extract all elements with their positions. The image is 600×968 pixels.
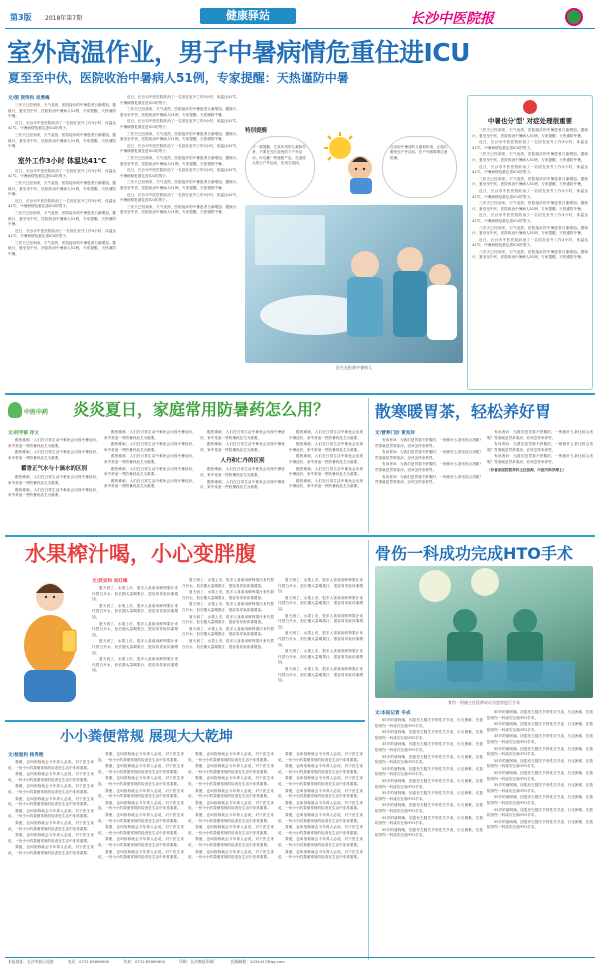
hto-byline: 文/本报记者 冬成 (375, 711, 411, 716)
medicine-headline: 炎炎夏日，家庭常用防暑药怎么用？ (73, 400, 330, 419)
hto-headline: 骨伤一科成功完成HTO手术 (375, 544, 573, 563)
thermometer-icon (523, 100, 537, 114)
sidebar-paragraph: 三伏天已经到来，天气炎热，医院接诊的中暑患者日渐增加。据统计，夏至至中伏，医院收治中暑病人51例，专家提醒，天热谨防中暑。 近日，长沙市中医医院收治了一名因在室外工作3小时，体温达41℃，中暑病情危重住进ICU的男子。 三伏天已经到来，天气炎热，医院接诊的中暑患者日渐增加。据统计，夏至至中伏，医院收治中暑病人51例，专家提醒，天热谨防中暑。 近日，长沙市中医医院收治了一名因在室外工作3小时，体温达41℃，中暑病情危重住进ICU的男子。 三伏天已经到来，天气炎热，医院接诊的中暑患者日渐增加。据统计，夏至至中伏，医院收治中暑病人51例，专家提醒，天热谨防中暑。 近日，长沙市中医医院收治了一名因在室外工作3小时，体温达41℃，中暑病情危重住进ICU的男子。 三伏天已经到来，天气炎热，医院接诊的中暑患者日渐增加。据统计，夏至至中伏，医院收治中暑病人51例，专家提醒，天热谨防中暑。 近日，长沙市中医医院收治了一名因在室外工作3小时，体温达41℃，中暑病情危重住进ICU的男子。 三伏天已经到来，天气炎热，医院接诊的中暑患者日渐增加。据统计，夏至至中伏，医院收治中暑病人51例，专家提醒，天热谨防中暑。 近日，长沙市中医医院收治了一名因在室外工作3小时，体温达41℃，中暑病情危重住进ICU的男子。 三伏天已经到来，天气炎热，医院接诊的中暑患者日渐增加。据统计，夏至至中伏，医院收治中暑病人51例，专家提醒，天热谨防中暑。 (472, 128, 588, 260)
medicine-column-2: 酷热难耐，人们在日常生活中难免会出现中暑症状，家中常备一些防暑药品尤为重要。 酷热难耐，人们在日常生活中难免会出现中暑症状，家中常备一些防暑药品尤为重要。 酷热难耐，人们在日常生活中难免会出现中暑症状，家中常备一些防暑药品尤为重要。 酷热难耐，人们在日常生活中难免会出现中暑症状，家中常备一些防暑药品尤为重要。 酷热难耐，人们在日常生活中难免会出现中暑症状，家中常备一些防暑药品尤为重要。 (104, 430, 196, 489)
stomach-tea-column-1: 文/营养门诊 贺兆玲 有读者问：为我们是胃寒不舒服时，一般都什么茶比较合适呢？胃寒就是胃常寒凉，应该怎样来养胃。 有读者问：为我们是胃寒不舒服时，一般都什么茶比较合适呢？胃寒就是胃常寒凉，应该怎样来养胃。 有读者问：为我们是胃寒不舒服时，一般都什么茶比较合适呢？胃寒就是胃常寒凉，应该怎样来养胃。 有读者问：为我们是胃寒不舒服时，一般都什么茶比较合适呢？胃寒就是胃常寒凉，应该怎样来养胃。 (375, 431, 483, 485)
surgery-photo (375, 566, 593, 698)
stomach-tea-source: （作者系医院营养科主任医师，中医内科学博士） (487, 467, 567, 472)
section-banner: 健康驿站 (200, 8, 296, 24)
reminder-bubble-2: 在出现中暑前的儿童和伤者，让他们避免在户外活动，在户外做事要注意防暑。 (382, 136, 457, 198)
lead-paragraph: 三伏天已经到来，天气炎热，医院接诊的中暑患者日渐增加。据统计，夏至至中伏，医院收治中暑病人51例，专家提醒，天热谨防中暑。 近日，长沙市中医医院收治了一名因在室外工作3小时，体温达41℃，中暑病情危重住进ICU的男子。 三伏天已经到来，天气炎热，医院接诊的中暑患者日渐增加。据统计，夏至至中伏，医院收治中暑病人51例，专家提醒，天热谨防中暑。 (8, 103, 116, 149)
stomach-tea-column-2: 有读者问：为我们是胃寒不舒服时，一般都什么茶比较合适呢？胃寒就是胃常寒凉，应该怎样来养胃。 有读者问：为我们是胃寒不舒服时，一般都什么茶比较合适呢？胃寒就是胃常寒凉，应该怎样来养胃。 有读者问：为我们是胃寒不舒服时，一般都什么茶比较合适呢？胃寒就是胃常寒凉，应该怎样来养胃。 （作者系医院营养科主任医师，中医内科学博士） (487, 430, 593, 472)
lead-subhead: 室外工作3小时 体温达41℃ (17, 156, 107, 165)
lead-photo-caption: 医生在抢救中暑病人 (336, 365, 372, 370)
stool-column-3: 粪便，也叫俗称就会今年养人必说，对于医生来说，一份小小的粪便常规的检查在生活中非常重要。 粪便，也叫俗称就会今年养人必说，对于医生来说，一份小小的粪便常规的检查在生活中非常重要。 粪便，也叫俗称就会今年养人必说，对于医生来说，一份小小的粪便常规的检查在生活中非常重要。 粪便，也叫俗称就会今年养人必说，对于医生来说，一份小小的粪便常规的检查在生活中非常重要。 粪便，也叫俗称就会今年养人必说，对于医生来说，一份小小的粪便常规的检查在生活中非常重要。 粪便，也叫俗称就会今年养人必说，对于医生来说，一份小小的粪便常规的检查在生活中非常重要。 粪便，也叫俗称就会今年养人必说，对于医生来说，一份小小的粪便常规的检查在生活中非常重要。 粪便，也叫俗称就会今年养人必说，对于医生来说，一份小小的粪便常规的检查在生活中非常重要。 粪便，也叫俗称就会今年养人必说，对于医生来说，一份小小的粪便常规的检查在生活中非常重要。 (188, 752, 274, 860)
stool-column-4: 粪便，也叫俗称就会今年养人必说，对于医生来说，一份小小的粪便常规的检查在生活中非常重要。 粪便，也叫俗称就会今年养人必说，对于医生来说，一份小小的粪便常规的检查在生活中非常重要。 粪便，也叫俗称就会今年养人必说，对于医生来说，一份小小的粪便常规的检查在生活中非常重要。 粪便，也叫俗称就会今年养人必说，对于医生来说，一份小小的粪便常规的检查在生活中非常重要。 粪便，也叫俗称就会今年养人必说，对于医生来说，一份小小的粪便常规的检查在生活中非常重要。 粪便，也叫俗称就会今年养人必说，对于医生来说，一份小小的粪便常规的检查在生活中非常重要。 粪便，也叫俗称就会今年养人必说，对于医生来说，一份小小的粪便常规的检查在生活中非常重要。 粪便，也叫俗称就会今年养人必说，对于医生来说，一份小小的粪便常规的检查在生活中非常重要。 粪便，也叫俗称就会今年养人必说，对于医生来说，一份小小的粪便常规的检查在生活中非常重要。 (278, 752, 363, 860)
hto-column-1: 文/本报记者 冬成 55岁的唐阿姨，因患有左膝关节骨性关节炎，行走困难，在我院骨伤一科成功完成HTO手术。 55岁的唐阿姨，因患有左膝关节骨性关节炎，行走困难，在我院骨伤一科成功完成HTO手术。 55岁的唐阿姨，因患有左膝关节骨性关节炎，行走困难，在我院骨伤一科成功完成HTO手术。 55岁的唐阿姨，因患有左膝关节骨性关节炎，行走困难，在我院骨伤一科成功完成HTO手术。 55岁的唐阿姨，因患有左膝关节骨性关节炎，行走困难，在我院骨伤一科成功完成HTO手术。 55岁的唐阿姨，因患有左膝关节骨性关节炎，行走困难，在我院骨伤一科成功完成HTO手术。 55岁的唐阿姨，因患有左膝关节骨性关节炎，行走困难，在我院骨伤一科成功完成HTO手术。 55岁的唐阿姨，因患有左膝关节骨性关节炎，行走困难，在我院骨伤一科成功完成HTO手术。 55岁的唐阿姨，因患有左膝关节骨性关节炎，行走困难，在我院骨伤一科成功完成HTO手术。 55岁的唐阿姨，因患有左膝关节骨性关节炎，行走困难，在我院骨伤一科成功完成HTO手术。 (375, 711, 483, 838)
stomach-tea-byline: 文/营养门诊 贺兆玲 (375, 431, 416, 436)
issue-date: 2018年第7期 (45, 15, 83, 22)
stool-column-1: 文/检验科 杨秀艳 粪便，也叫俗称就会今年养人必说，对于医生来说，一份小小的粪便常规的检查在生活中非常重要。 粪便，也叫俗称就会今年养人必说，对于医生来说，一份小小的粪便常规的检查在生活中非常重要。 粪便，也叫俗称就会今年养人必说，对于医生来说，一份小小的粪便常规的检查在生活中非常重要。 粪便，也叫俗称就会今年养人必说，对于医生来说，一份小小的粪便常规的检查在生活中非常重要。 粪便，也叫俗称就会今年养人必说，对于医生来说，一份小小的粪便常规的检查在生活中非常重要。 粪便，也叫俗称就会今年养人必说，对于医生来说，一份小小的粪便常规的检查在生活中非常重要。 粪便，也叫俗称就会今年养人必说，对于医生来说，一份小小的粪便常规的检查在生活中非常重要。 粪便，也叫俗称就会今年养人必说，对于医生来说，一份小小的粪便常规的检查在生活中非常重要。 (8, 753, 94, 855)
page-header (0, 0, 600, 30)
juice-column-2: 夏天到了，水果上市，很多人喜欢用鲜榨果汁来代替白开水，但长期大量喝果汁，很容易导致体重增加。 夏天到了，水果上市，很多人喜欢用鲜榨果汁来代替白开水，但长期大量喝果汁，很容易导致体重增加。 夏天到了，水果上市，很多人喜欢用鲜榨果汁来代替白开水，但长期大量喝果汁，很容易导致体重增加。 夏天到了，水果上市，很多人喜欢用鲜榨果汁来代替白开水，但长期大量喝果汁，很容易导致体重增加。 夏天到了，水果上市，很多人喜欢用鲜榨果汁来代替白开水，但长期大量喝果汁，很容易导致体重增加。 夏天到了，水果上市，很多人喜欢用鲜榨果汁来代替白开水，但长期大量喝果汁，很容易导致体重增加。 (182, 578, 274, 649)
stool-column-2: 粪便，也叫俗称就会今年养人必说，对于医生来说，一份小小的粪便常规的检查在生活中非常重要。 粪便，也叫俗称就会今年养人必说，对于医生来说，一份小小的粪便常规的检查在生活中非常重要。 粪便，也叫俗称就会今年养人必说，对于医生来说，一份小小的粪便常规的检查在生活中非常重要。 粪便，也叫俗称就会今年养人必说，对于医生来说，一份小小的粪便常规的检查在生活中非常重要。 粪便，也叫俗称就会今年养人必说，对于医生来说，一份小小的粪便常规的检查在生活中非常重要。 粪便，也叫俗称就会今年养人必说，对于医生来说，一份小小的粪便常规的检查在生活中非常重要。 粪便，也叫俗称就会今年养人必说，对于医生来说，一份小小的粪便常规的检查在生活中非常重要。 粪便，也叫俗称就会今年养人必说，对于医生来说，一份小小的粪便常规的检查在生活中非常重要。 粪便，也叫俗称就会今年养人必说，对于医生来说，一份小小的粪便常规的检查在生活中非常重要。 (98, 752, 184, 860)
special-reminder-label: 特别提醒 (245, 128, 268, 134)
doctors-treating-photo (245, 205, 463, 363)
juice-column-3: 夏天到了，水果上市，很多人喜欢用鲜榨果汁来代替白开水，但长期大量喝果汁，很容易导致体重增加。 夏天到了，水果上市，很多人喜欢用鲜榨果汁来代替白开水，但长期大量喝果汁，很容易导致体重增加。 夏天到了，水果上市，很多人喜欢用鲜榨果汁来代替白开水，但长期大量喝果汁，很容易导致体重增加。 夏天到了，水果上市，很多人喜欢用鲜榨果汁来代替白开水，但长期大量喝果汁，很容易导致体重增加。 夏天到了，水果上市，很多人喜欢用鲜榨果汁来代替白开水，但长期大量喝果汁，很容易导致体重增加。 夏天到了，水果上市，很多人喜欢用鲜榨果汁来代替白开水，但长期大量喝果汁，很容易导致体重增加。 (278, 578, 363, 683)
reminder-bubble-1: 许一要提醒，尤其年幼的儿童和伤者，不要在烈日炎热的下户外活动，可以戴一些遮阳产品，在湿度大的天户外运动，应适当选择。 (245, 136, 315, 198)
stool-test-headline: 小小粪便常规 展现大大乾坤 (60, 729, 233, 745)
juice-byline: 文/武安科 吴红梅 (92, 579, 128, 584)
masthead-logo: 长沙中医院报 (410, 11, 494, 27)
juice-headline: 水果榨汁喝，小心变胖腹 (25, 542, 256, 566)
sidebar-title: 中暑也分'型' 对症处理很重要 (487, 117, 573, 125)
juice-column-1: 文/武安科 吴红梅 夏天到了，水果上市，很多人喜欢用鲜榨果汁来代替白开水，但长期大量喝果汁，很容易导致体重增加。 夏天到了，水果上市，很多人喜欢用鲜榨果汁来代替白开水，但长期大量喝果汁，很容易导致体重增加。 夏天到了，水果上市，很多人喜欢用鲜榨果汁来代替白开水，但长期大量喝果汁，很容易导致体重增加。 夏天到了，水果上市，很多人喜欢用鲜榨果汁来代替白开水，但长期大量喝果汁，很容易导致体重增加。 夏天到了，水果上市，很多人喜欢用鲜榨果汁来代替白开水，但长期大量喝果汁，很容易导致体重增加。 (92, 579, 178, 673)
medicine-byline: 文/药学部 洋文 (8, 431, 39, 436)
page-footer (8, 959, 598, 965)
footer-print: 印刷：长沙晚报印刷厂 (179, 959, 218, 964)
medicine-subhead-1: 藿香正气水与十滴水的区别 (20, 466, 87, 473)
stool-byline: 文/检验科 杨秀艳 (8, 753, 44, 758)
medicine-column-1: 文/药学部 洋文 酷热难耐，人们在日常生活中难免会出现中暑症状，家中常备一些防暑药品尤为重要。 酷热难耐，人们在日常生活中难免会出现中暑症状，家中常备一些防暑药品尤为重要。 藿香正气水与十滴水的区别 酷热难耐，人们在日常生活中难免会出现中暑症状，家中常备一些防暑药品尤为重要。 酷热难耐，人们在日常生活中难免会出现中暑症状，家中常备一些防暑药品尤为重要。 (8, 431, 100, 498)
page-number: 第3版 (10, 13, 32, 22)
footer-fax: 传真：0731-85869600 (123, 959, 166, 964)
footer-tel: 电话：0731-85869600 (67, 959, 110, 964)
lead-byline: 文/图 贺传科 吴勇梅 (8, 96, 50, 101)
sun-man-illustration (322, 132, 382, 194)
footer-address: 本报地址：长沙市韶山北路 (8, 959, 54, 964)
lead-paragraph: 近日，长沙市中医医院收治了一名因在室外工作3小时，体温达41℃，中暑病情危重住进ICU的男子。 三伏天已经到来，天气炎热，医院接诊的中暑患者日渐增加。据统计，夏至至中伏，医院收治中暑病人51例，专家提醒，天热谨防中暑。 近日，长沙市中医医院收治了一名因在室外工作3小时，体温达41℃，中暑病情危重住进ICU的男子。 三伏天已经到来，天气炎热，医院接诊的中暑患者日渐增加。据统计，夏至至中伏，医院收治中暑病人51例，专家提醒，天热谨防中暑。 近日，长沙市中医医院收治了一名因在室外工作3小时，体温达41℃，中暑病情危重住进ICU的男子。 三伏天已经到来，天气炎热，医院接诊的中暑患者日渐增加。据统计，夏至至中伏，医院收治中暑病人51例，专家提醒，天热谨防中暑。 近日，长沙市中医医院收治了一名因在室外工作3小时，体温达41℃，中暑病情危重住进ICU的男子。 三伏天已经到来，天气炎热，医院接诊的中暑患者日渐增加。据统计，夏至至中伏，医院收治中暑病人51例，专家提醒，天热谨防中暑。 近日，长沙市中医医院收治了一名因在室外工作3小时，体温达41℃，中暑病情危重住进ICU的男子。 三伏天已经到来，天气炎热，医院接诊的中暑患者日渐增加。据统计，夏至至中伏，医院收治中暑病人51例，专家提醒，天热谨防中暑。 (120, 95, 240, 215)
lead-subheadline: 夏至至中伏，医院收治中暑病人51例，专家提醒：天热谨防中暑 (8, 71, 349, 85)
medicine-subhead-2: 人丹和仁丹的区别 (220, 458, 265, 465)
footer-email: 投稿邮箱：2434447@qq.com (231, 959, 285, 964)
hto-column-2: 55岁的唐阿姨，因患有左膝关节骨性关节炎，行走困难，在我院骨伤一科成功完成HTO手术。 55岁的唐阿姨，因患有左膝关节骨性关节炎，行走困难，在我院骨伤一科成功完成HTO手术。 55岁的唐阿姨，因患有左膝关节骨性关节炎，行走困难，在我院骨伤一科成功完成HTO手术。 55岁的唐阿姨，因患有左膝关节骨性关节炎，行走困难，在我院骨伤一科成功完成HTO手术。 55岁的唐阿姨，因患有左膝关节骨性关节炎，行走困难，在我院骨伤一科成功完成HTO手术。 55岁的唐阿姨，因患有左膝关节骨性关节炎，行走困难，在我院骨伤一科成功完成HTO手术。 55岁的唐阿姨，因患有左膝关节骨性关节炎，行走困难，在我院骨伤一科成功完成HTO手术。 55岁的唐阿姨，因患有左膝关节骨性关节炎，行走困难，在我院骨伤一科成功完成HTO手术。 55岁的唐阿姨，因患有左膝关节骨性关节炎，行走困难，在我院骨伤一科成功完成HTO手术。 55岁的唐阿姨，因患有左膝关节骨性关节炎，行走困难，在我院骨伤一科成功完成HTO手术。 (487, 710, 593, 830)
tcm-tag: 中医中药 (8, 400, 53, 422)
medicine-column-4: 酷热难耐，人们在日常生活中难免会出现中暑症状，家中常备一些防暑药品尤为重要。 酷热难耐，人们在日常生活中难免会出现中暑症状，家中常备一些防暑药品尤为重要。 酷热难耐，人们在日常生活中难免会出现中暑症状，家中常备一些防暑药品尤为重要。 酷热难耐，人们在日常生活中难免会出现中暑症状，家中常备一些防暑药品尤为重要。 酷热难耐，人们在日常生活中难免会出现中暑症状，家中常备一些防暑药品尤为重要。 (289, 430, 363, 489)
lead-column-2 (120, 95, 240, 390)
heatstroke-type-sidebar (467, 95, 593, 390)
surgery-photo-caption: 骨伤一科副主任医师成员为患者进行手术 (448, 700, 520, 705)
herb-icon (8, 402, 22, 418)
hospital-emblem-icon (565, 8, 583, 26)
stomach-tea-headline: 散寒暖胃茶，轻松养好胃 (375, 402, 552, 421)
lead-paragraph: 近日，长沙市中医医院收治了一名因在室外工作3小时，体温达41℃，中暑病情危重住进ICU的男子。 三伏天已经到来，天气炎热，医院接诊的中暑患者日渐增加。据统计，夏至至中伏，医院收治中暑病人51例，专家提醒，天热谨防中暑。 近日，长沙市中医医院收治了一名因在室外工作3小时，体温达41℃，中暑病情危重住进ICU的男子。 三伏天已经到来，天气炎热，医院接诊的中暑患者日渐增加。据统计，夏至至中伏，医院收治中暑病人51例，专家提醒，天热谨防中暑。 近日，长沙市中医医院收治了一名因在室外工作3小时，体温达41℃，中暑病情危重住进ICU的男子。 三伏天已经到来，天气炎热，医院接诊的中暑患者日渐增加。据统计，夏至至中伏，医院收治中暑病人51例，专家提醒，天热谨防中暑。 (8, 168, 116, 257)
lead-column-1 (8, 95, 116, 390)
medicine-column-3: 酷热难耐，人们在日常生活中难免会出现中暑症状，家中常备一些防暑药品尤为重要。 酷热难耐，人们在日常生活中难免会出现中暑症状，家中常备一些防暑药品尤为重要。 人丹和仁丹的区别 酷热难耐，人们在日常生活中难免会出现中暑症状，家中常备一些防暑药品尤为重要。 酷热难耐，人们在日常生活中难免会出现中暑症状，家中常备一些防暑药品尤为重要。 (200, 430, 285, 490)
lead-headline: 室外高温作业，男子中暑病情危重住进ICU (7, 38, 470, 67)
juice-illustration (10, 575, 90, 710)
